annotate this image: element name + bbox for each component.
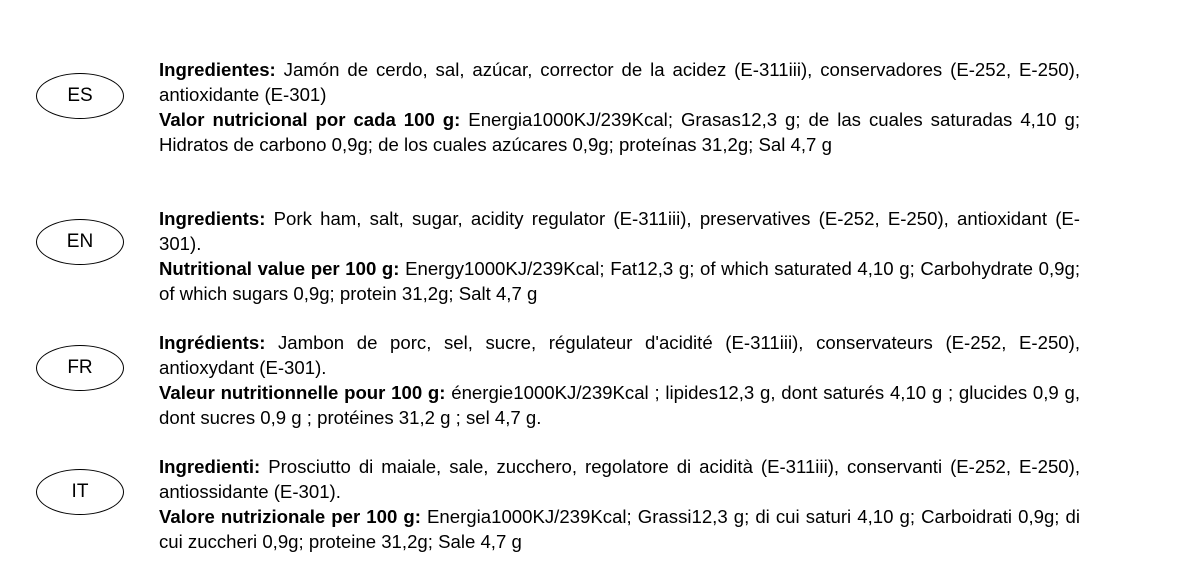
ingredients-text: Jambon de porc, sel, sucre, régulateur d'acidité (E-311iii), conservateurs (E-252, E-250), antioxydant (E-301). [159, 332, 1080, 378]
nutrition-paragraph [159, 504, 1080, 554]
nutrition-text: Energia1000KJ/239Kcal; Grassi12,3 g; di cui saturi 4,10 g; Carboidrati 0,9g; di cui zuccheri 0,9g; proteine 31,2g; Sale 4,7 g [159, 506, 1081, 552]
nutrition-label: Valore nutrizionale per 100 g: [159, 506, 421, 527]
label-text [159, 206, 1080, 306]
nutrition-text: énergie1000KJ/239Kcal ; lipides12,3 g, dont saturés 4,10 g ; glucides 0,9 g, dont sucres 0,9 g ; protéines 31,2 g ; sel 4,7 g. [159, 382, 1080, 428]
nutrition-text: Energy1000KJ/239Kcal; Fat12,3 g; of which saturated 4,10 g; Carbohydrate 0,9g; of which sugars 0,9g; protein 31,2g; Salt 4,7 g [159, 258, 1080, 304]
ingredients-text: Pork ham, salt, sugar, acidity regulator (E-311iii), preservatives (E-252, E-250), antioxidant (E-301). [159, 208, 1080, 254]
ingredients-paragraph [159, 454, 1080, 504]
ingredients-paragraph [159, 206, 1080, 256]
label-text [159, 57, 1080, 157]
ingredients-text: Jamón de cerdo, sal, azúcar, corrector de la acidez (E-311iii), conservadores (E-252, E-250), antioxidante (E-301) [159, 59, 1080, 105]
ingredients-paragraph [159, 57, 1080, 107]
ingredients-label: Ingrédients: [159, 332, 266, 353]
nutrition-label: Valeur nutritionnelle pour 100 g: [159, 382, 446, 403]
nutrition-paragraph [159, 107, 1080, 157]
ingredients-label: Ingredienti: [159, 456, 261, 477]
ingredients-label: Ingredientes: [159, 59, 276, 80]
language-code-badge: ES [36, 73, 124, 119]
language-code-badge: EN [36, 219, 124, 265]
ingredients-text: Prosciutto di maiale, sale, zucchero, regolatore di acidità (E-311iii), conservanti (E-252, E-250), antiossidante (E-301). [159, 456, 1080, 502]
ingredients-label: Ingredients: [159, 208, 266, 229]
nutrition-text: Energia1000KJ/239Kcal; Grasas12,3 g; de las cuales saturadas 4,10 g; Hidratos de carbono 0,9g; de los cuales azúcares 0,9g; proteínas 31,2g; Sal 4,7 g [159, 109, 1080, 155]
label-text [159, 454, 1080, 554]
nutrition-label: Valor nutricional por cada 100 g: [159, 109, 461, 130]
ingredients-paragraph [159, 330, 1080, 380]
language-code-badge: IT [36, 469, 124, 515]
nutrition-label: Nutritional value per 100 g: [159, 258, 400, 279]
label-text [159, 330, 1080, 430]
language-code-badge: FR [36, 345, 124, 391]
nutrition-paragraph [159, 380, 1080, 430]
nutrition-paragraph [159, 256, 1080, 306]
